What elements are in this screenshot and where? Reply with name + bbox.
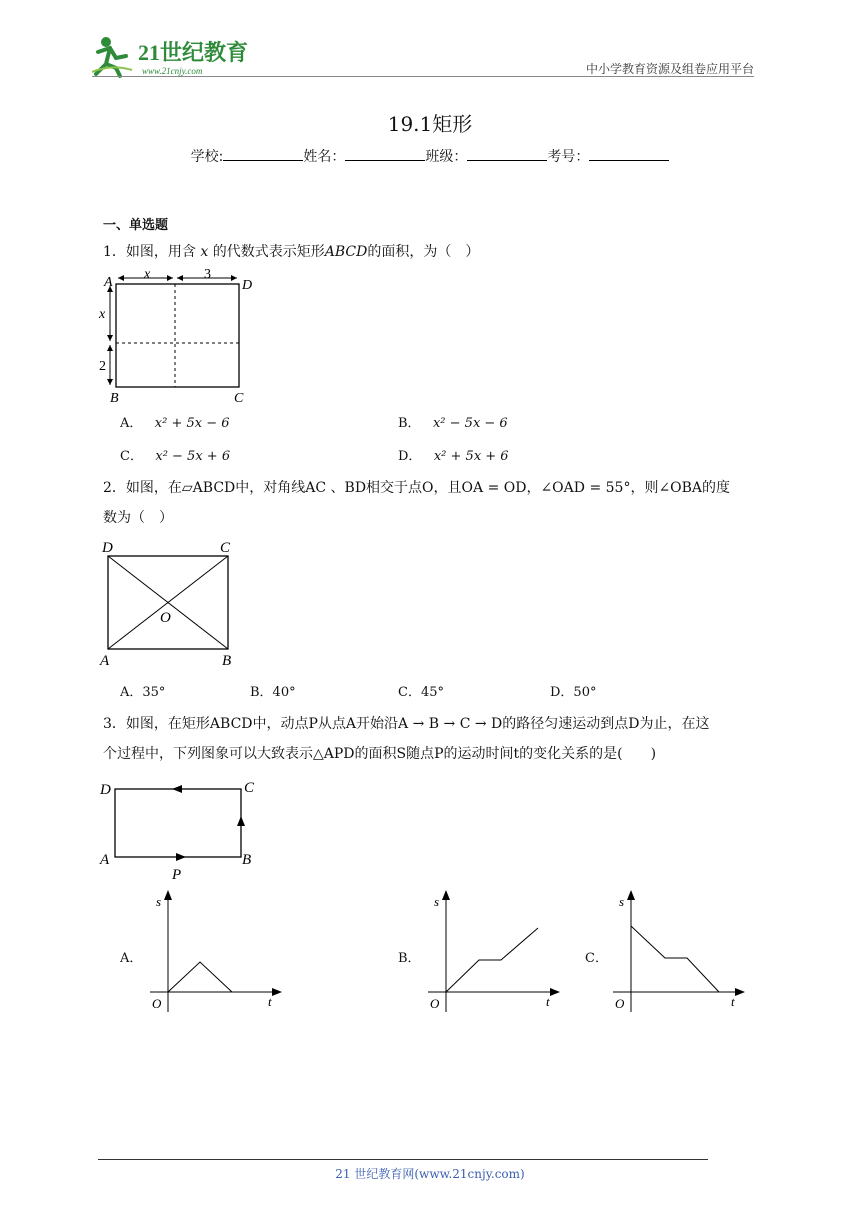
exam-no-blank — [589, 148, 669, 161]
fig3-A: A — [100, 852, 110, 868]
fig3-D: D — [100, 782, 111, 798]
question-3-figure — [96, 776, 266, 890]
fig2-A: A — [100, 653, 110, 669]
name-blank — [345, 148, 425, 161]
header-platform-text: 中小学教育资源及组卷应用平台 — [585, 62, 754, 76]
svg-text:t: t — [268, 994, 272, 1009]
svg-text:O: O — [615, 996, 625, 1011]
svg-text:O: O — [152, 996, 162, 1011]
header-logo — [92, 34, 262, 78]
name-label: 姓名： — [303, 149, 346, 165]
header-divider — [92, 76, 754, 77]
fig1-left-2: 2 — [99, 359, 106, 374]
school-label: 学校: — [190, 149, 224, 165]
fig3-B: B — [242, 852, 252, 868]
fig2-B: B — [222, 653, 232, 669]
q2-option-B[interactable]: B．40° — [250, 685, 296, 700]
logo-runner-icon — [92, 34, 262, 78]
fig3-P: P — [172, 867, 182, 883]
logo-url: www.21cnjy.com — [142, 66, 203, 76]
page-title: 19.1矩形 — [387, 112, 473, 136]
svg-text:s: s — [619, 894, 625, 909]
q1-option-D[interactable]: D． x² + 5x + 6 — [398, 449, 509, 464]
exam-no-label: 考号： — [547, 149, 590, 165]
svg-text:t: t — [731, 994, 735, 1009]
svg-text:O: O — [430, 996, 440, 1011]
class-blank — [467, 148, 547, 161]
school-blank — [223, 148, 303, 161]
question-2-figure — [96, 536, 256, 676]
fig1-D: D — [242, 278, 253, 293]
student-info-row — [0, 146, 860, 166]
fig1-C: C — [234, 391, 244, 406]
question-1-figure — [96, 266, 266, 412]
q3-graph-A — [146, 886, 286, 1022]
fig2-C: C — [220, 540, 231, 556]
fig1-left-x: x — [99, 307, 106, 322]
svg-text:t: t — [546, 994, 550, 1009]
q3-graph-C — [609, 886, 749, 1022]
fig1-top-x: x — [144, 267, 151, 282]
footer-divider — [98, 1159, 708, 1160]
fig1-A: A — [104, 275, 113, 290]
q1-option-C[interactable]: C． x² − 5x + 6 — [120, 449, 231, 464]
fig3-C: C — [244, 780, 255, 796]
section-heading: 一、单选题 — [103, 218, 169, 233]
question-3-text: 3．如图，在矩形ABCD中，动点P从点A开始沿A → B → C → D的路径匀速运动到点D为止，在这 个过程中，下列图象可以大致表示△APD的面积S随点P的运动时间t的变化关系的是( ) — [103, 716, 710, 762]
fig2-D: D — [102, 540, 113, 556]
q2-option-A[interactable]: A．35° — [120, 685, 166, 700]
question-2-text: 2．如图，在▱ABCD中，对角线AC 、BD相交于点O，且OA = OD，∠OAD = 55°，则∠OBA的度 数为（ ） — [103, 480, 731, 526]
q1-option-B[interactable]: B． x² − 5x − 6 — [398, 416, 508, 431]
fig1-B: B — [110, 391, 119, 406]
q3-option-C[interactable]: C． — [585, 951, 608, 966]
svg-text:s: s — [156, 894, 162, 909]
question-1-text: 1．如图，用含 x 的代数式表示矩形ABCD的面积，为（ ） — [103, 244, 480, 260]
q2-option-D[interactable]: D．50° — [550, 685, 597, 700]
fig1-top-3: 3 — [204, 267, 211, 282]
class-label: 班级： — [425, 149, 468, 165]
footer-text[interactable]: 21 世纪教育网(www.21cnjy.com) — [335, 1167, 525, 1181]
logo-text: 21世纪教育 — [138, 40, 249, 65]
q3-graph-B — [424, 886, 564, 1022]
q3-option-A[interactable]: A． — [120, 951, 143, 966]
q3-option-B[interactable]: B． — [398, 951, 421, 966]
q2-option-C[interactable]: C．45° — [398, 685, 444, 700]
svg-text:s: s — [434, 894, 440, 909]
q1-option-A[interactable]: A． x² + 5x − 6 — [120, 416, 230, 431]
fig2-O: O — [160, 610, 171, 626]
